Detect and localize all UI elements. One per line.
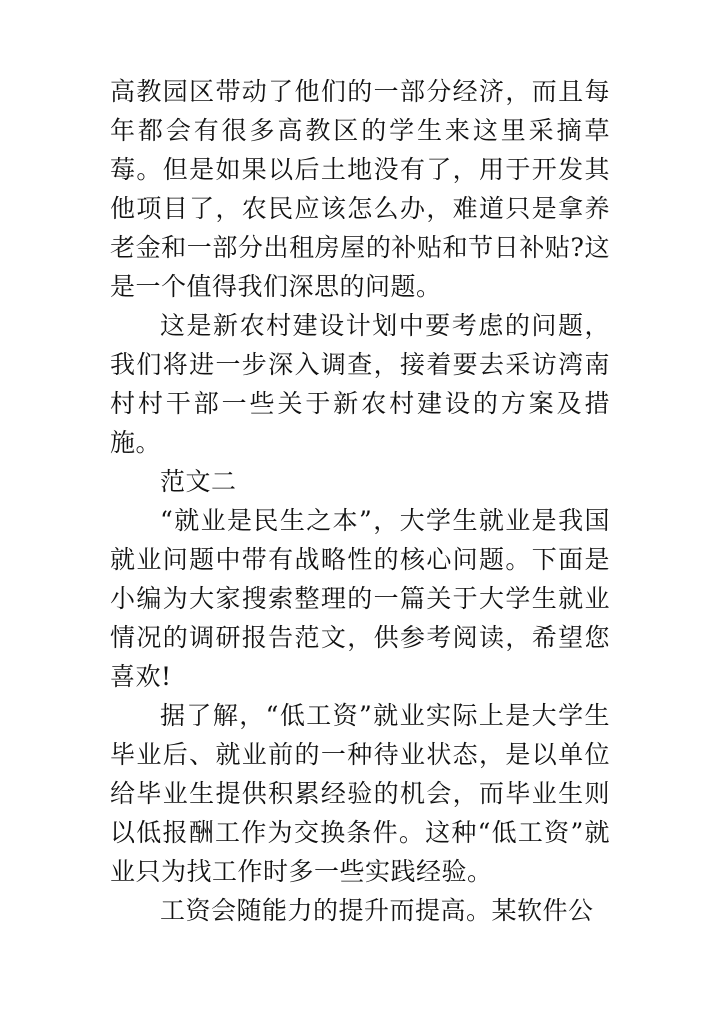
section-heading: 范文二 xyxy=(160,467,237,496)
paragraph-3: “就业是民生之本”，大学生就业是我国就业问题中带有战略性的核心问题。下面是小编为大家搜索整理的一篇关于大学生就业情况的调研报告范文，供参考阅读，希望您喜欢! xyxy=(110,506,610,691)
paragraph-2: 这是新农村建设计划中要考虑的问题，我们将进一步深入调查，接着要去采访湾南村村干部一些关于新农村建设的方案及措施。 xyxy=(110,311,610,457)
paragraph-1: 高教园区带动了他们的一部分经济，而且每年都会有很多高教区的学生来这里采摘草莓。但是如果以后土地没有了，用于开发其他项目了，农民应该怎么办，难道只是拿养老金和一部分出租房屋的补贴和节日补贴?这是一个值得我们深思的问题。 xyxy=(110,77,610,301)
paragraph-4: 据了解，“低工资”就业实际上是大学生毕业后、就业前的一种待业状态，是以单位给毕业生提供积累经验的机会，而毕业生则以低报酬工作为交换条件。这种“低工资”就业只为找工作时多一些实践经验。 xyxy=(110,701,610,886)
document-page xyxy=(110,72,610,930)
paragraph-5: 工资会随能力的提升而提高。某软件公 xyxy=(160,896,594,925)
